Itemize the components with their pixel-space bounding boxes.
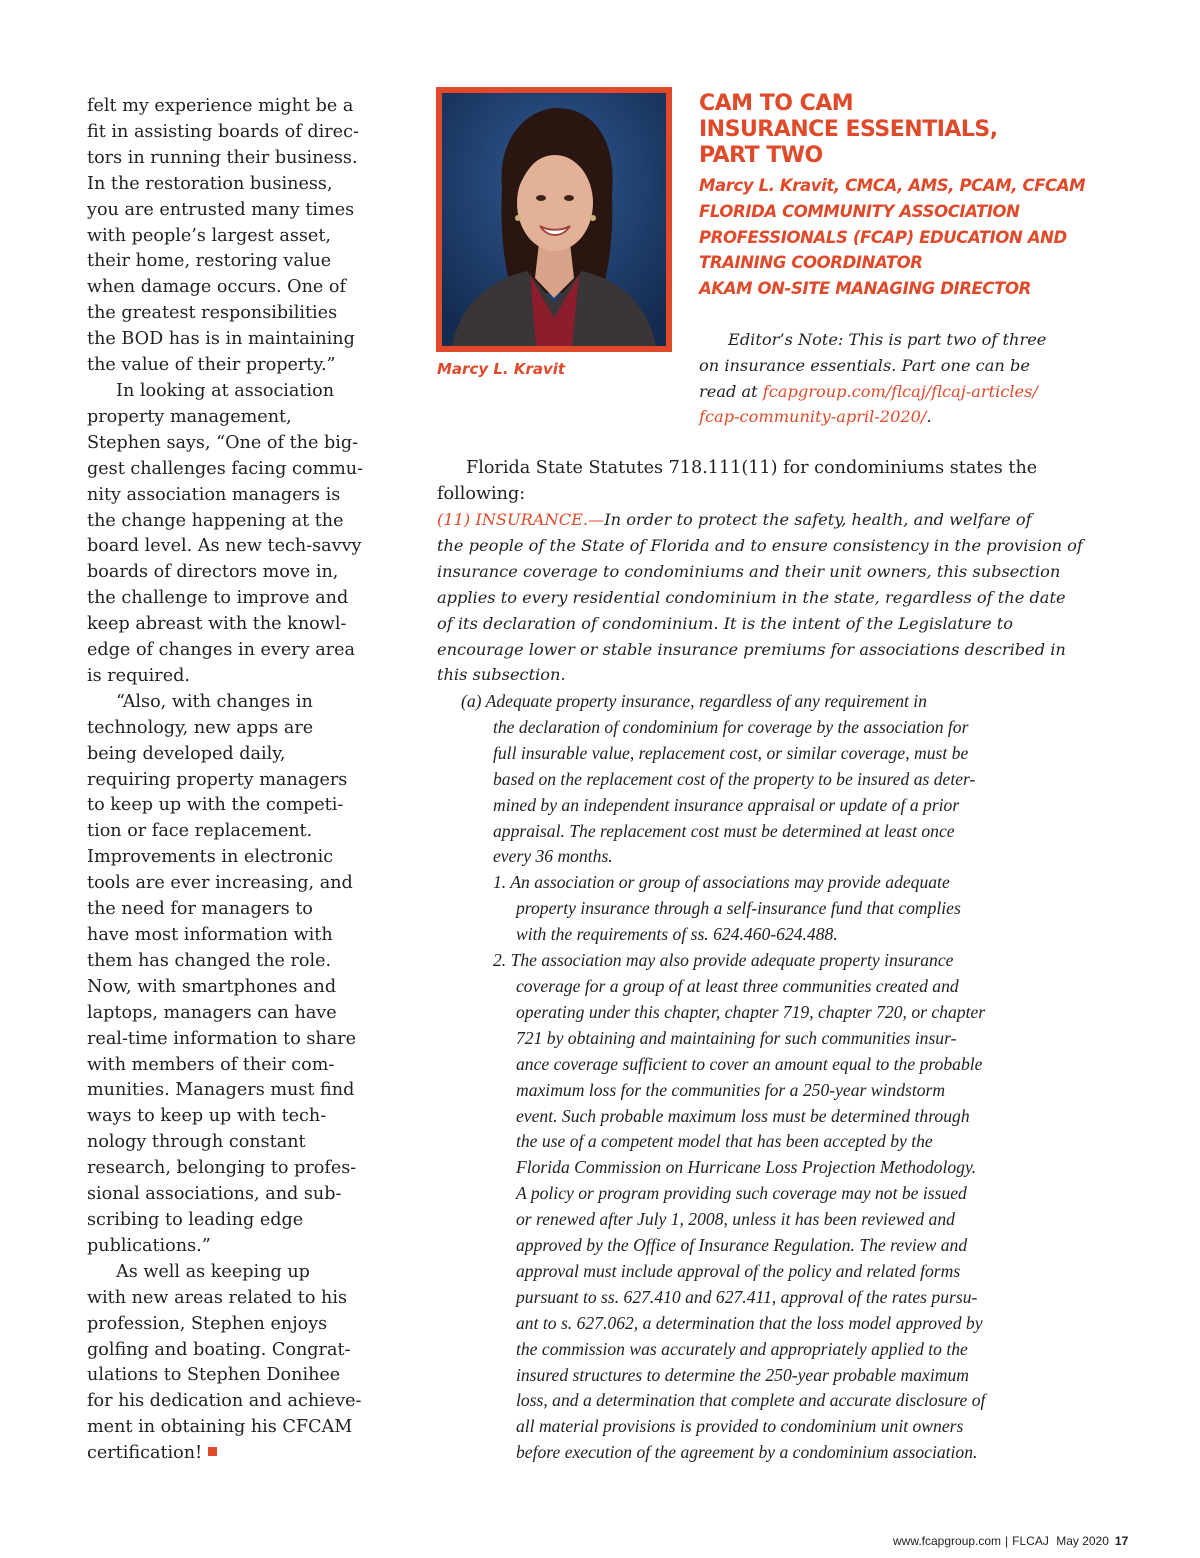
paragraph-line: with members of their com-	[87, 1054, 335, 1075]
numbered-item-line: coverage for a group of at least three communities created and	[516, 975, 959, 996]
paragraph-line: scribing to leading edge	[87, 1209, 304, 1230]
paragraph-line: Now, with smartphones and	[87, 976, 337, 997]
page-number: 17	[1114, 1534, 1129, 1548]
paragraph-line: have most information with	[87, 925, 333, 945]
numbered-item-first-line: 1. An association or group of associations may provide adequate	[493, 872, 950, 893]
byline-line: AKAM ON-SITE MANAGING DIRECTOR	[699, 279, 1031, 299]
footer-separator: |	[1005, 1534, 1009, 1548]
editor-note-line	[699, 404, 1079, 430]
paragraph-line: is required.	[87, 665, 190, 686]
editor-note-text: .	[926, 407, 932, 427]
end-mark-icon	[208, 1447, 217, 1456]
paragraph-line: the need for managers to	[87, 899, 313, 920]
numbered-item-line: before execution of the agreement by a condominium association.	[516, 1442, 978, 1463]
numbered-item-line: or renewed after July 1, 2008, unless it has been reviewed and	[516, 1209, 955, 1230]
editor-note	[699, 327, 1079, 430]
intro-line: following:	[437, 483, 526, 504]
editor-note-line: on insurance essentials. Part one can be	[699, 355, 1030, 375]
paragraph-line: nity association managers is	[87, 484, 341, 505]
numbered-item-line: approval must include approval of the policy and related forms	[516, 1260, 961, 1281]
numbered-item-line: loss, and a determination that complete and accurate disclosure of	[516, 1390, 986, 1411]
paragraph-line: with people’s largest asset,	[87, 225, 331, 246]
editor-note-text: read at	[699, 381, 763, 401]
statute-line: the people of the State of Florida and to ensure consistency in the provision of	[437, 535, 1083, 555]
paragraph-line: munities. Managers must find	[87, 1080, 355, 1101]
paragraph-line: tors in running their business.	[87, 147, 358, 168]
numbered-item-line: with the requirements of ss. 624.460-624.488.	[516, 924, 838, 945]
article-link[interactable]: fcapgroup.com/flcaj/flcaj-articles/	[762, 381, 1038, 401]
numbered-item-line: Florida Commission on Hurricane Loss Projection Methodology.	[516, 1157, 977, 1178]
subsection-a-line: based on the replacement cost of the property to be insured as deter-	[493, 768, 976, 789]
subsection-a-line: mined by an independent insurance appraisal or update of a prior	[493, 794, 960, 815]
numbered-item-line: ant to s. 627.062, a determination that the loss model approved by	[516, 1312, 983, 1333]
paragraph-line: the greatest responsibilities	[87, 303, 338, 324]
headline-line: INSURANCE ESSENTIALS,	[699, 117, 998, 142]
paragraph-line: In the restoration business,	[87, 173, 333, 194]
paragraph-line: edge of changes in every area	[87, 640, 355, 661]
byline-line: Marcy L. Kravit, CMCA, AMS, PCAM, CFCAM	[699, 176, 1086, 195]
subsection-a-line: every 36 months.	[493, 846, 613, 867]
numbered-item-line: event. Such probable maximum loss must be determined through	[516, 1105, 970, 1126]
paragraph-line: the challenge to improve and	[87, 588, 349, 609]
statute-first-line-text: In order to protect the safety, health, and welfare of	[604, 510, 1032, 529]
paragraph-line: Stephen says, “One of the big-	[87, 432, 359, 453]
paragraph-line: with new areas related to his	[87, 1287, 348, 1308]
statute-first-line	[437, 507, 1127, 533]
author-byline	[699, 173, 1119, 302]
paragraph-line: tion or face replacement.	[87, 821, 313, 842]
numbered-item-line: ance coverage sufficient to cover an amount equal to the probable	[516, 1053, 983, 1074]
paragraph-line: to keep up with the competi-	[87, 795, 344, 816]
statute-heading: (11) INSURANCE.—	[437, 510, 605, 529]
paragraph-line: the BOD has is in maintaining	[87, 329, 355, 350]
byline-line: TRAINING COORDINATOR	[699, 253, 923, 273]
editor-note-line	[699, 379, 1079, 405]
paragraph-line: ways to keep up with tech-	[87, 1106, 327, 1127]
paragraph-line: when damage occurs. One of	[87, 277, 347, 298]
paragraph-line: felt my experience might be a	[87, 96, 354, 116]
numbered-item-line: operating under this chapter, chapter 719, chapter 720, or chapter	[516, 1001, 986, 1022]
article-link-continued[interactable]: fcap-community-april-2020/	[699, 407, 927, 427]
paragraph-line: you are entrusted many times	[87, 199, 355, 220]
paragraph-line: In looking at association	[116, 380, 335, 401]
subsection-a-line: the declaration of condominium for coverage by the association for	[493, 716, 969, 737]
paragraph-line: As well as keeping up	[116, 1261, 310, 1282]
author-photo	[442, 93, 666, 346]
paragraph-line: research, belonging to profes-	[87, 1158, 357, 1179]
paragraph-line: the change happening at the	[87, 510, 344, 531]
subsection-a	[461, 689, 1081, 1466]
headline-line: CAM TO CAM	[699, 91, 854, 116]
statute-line: this subsection.	[437, 665, 566, 685]
statute-line: insurance coverage to condominiums and their unit owners, this subsection	[437, 561, 1061, 581]
intro-line: Florida State Statutes 718.111(11) for condominiums states the	[466, 458, 1038, 478]
statute-intro	[437, 456, 1117, 508]
paragraph-line: golfing and boating. Congrat-	[87, 1339, 351, 1360]
body-paragraph	[87, 690, 377, 1260]
paragraph-line: their home, restoring value	[87, 251, 332, 272]
footer-website: www.fcapgroup.com	[893, 1534, 1002, 1548]
subsection-a-line: full insurable value, replacement cost, or similar coverage, must be	[493, 742, 969, 763]
statute-text	[437, 507, 1127, 688]
body-paragraph	[87, 1260, 377, 1467]
paragraph-line: technology, new apps are	[87, 717, 314, 738]
byline-line: PROFESSIONALS (FCAP) EDUCATION AND	[699, 227, 1067, 247]
statute-line: applies to every residential condominium in the state, regardless of the date	[437, 587, 1066, 607]
numbered-item-line: A policy or program providing such coverage may not be issued	[516, 1183, 967, 1204]
numbered-item-line: insured structures to determine the 250-year probable maximum	[516, 1364, 969, 1385]
numbered-item-line: the commission was accurately and appropriately applied to the	[516, 1338, 968, 1359]
footer-issue: May 2020	[1056, 1534, 1109, 1548]
paragraph-line: gest challenges facing commu-	[87, 458, 364, 479]
paragraph-line: board level. As new tech-savvy	[87, 536, 362, 557]
paragraph-line: keep abreast with the knowl-	[87, 614, 347, 635]
paragraph-line: being developed daily,	[87, 743, 286, 764]
paragraph-line: ment in obtaining his CFCAM	[87, 1417, 353, 1438]
paragraph-line: real-time information to share	[87, 1028, 357, 1049]
statute-lines	[437, 533, 1127, 688]
numbered-item-line: pursuant to ss. 627.410 and 627.411, approval of the rates pursu-	[516, 1286, 978, 1307]
paragraph-line: profession, Stephen enjoys	[87, 1313, 328, 1334]
numbered-item-line: all material provisions is provided to condominium unit owners	[516, 1416, 964, 1437]
statute-line: of its declaration of condominium. It is the intent of the Legislature to	[437, 613, 1013, 633]
body-paragraph	[87, 94, 377, 379]
subsection-a-line: appraisal. The replacement cost must be determined at least once	[493, 820, 955, 841]
paragraph-line: sional associations, and sub-	[87, 1184, 342, 1205]
paragraph-line: publications.”	[87, 1235, 211, 1256]
paragraph-line: the value of their property.”	[87, 355, 336, 376]
paragraph-line: boards of directors move in,	[87, 562, 339, 583]
paragraph-line: them has changed the role.	[87, 950, 332, 971]
byline-line: FLORIDA COMMUNITY ASSOCIATION	[699, 201, 1020, 221]
numbered-item-line: property insurance through a self-insurance fund that complies	[516, 898, 961, 919]
statute-line: encourage lower or stable insurance premiums for associations described in	[437, 639, 1066, 659]
paragraph-line: certification!	[87, 1443, 203, 1464]
numbered-item-line: maximum loss for the communities for a 250-year windstorm	[516, 1079, 946, 1100]
headline-line: PART TWO	[699, 143, 823, 168]
editor-note-line: Editor’s Note: This is part two of three	[728, 330, 1047, 349]
left-column	[87, 94, 377, 1467]
numbered-item-line: approved by the Office of Insurance Regulation. The review and	[516, 1235, 968, 1256]
article-headline	[699, 91, 1099, 169]
paragraph-line: laptops, managers can have	[87, 1002, 337, 1023]
numbered-item-line: 721 by obtaining and maintaining for such communities insur-	[516, 1027, 957, 1048]
paragraph-line: “Also, with changes in	[116, 691, 313, 712]
paragraph-line: for his dedication and achieve-	[87, 1391, 362, 1412]
paragraph-line: property management,	[87, 406, 292, 427]
author-photo-frame	[436, 87, 672, 352]
page-footer	[893, 1534, 1128, 1548]
paragraph-line: nology through constant	[87, 1132, 306, 1153]
body-paragraph	[87, 379, 377, 690]
paragraph-line: tools are ever increasing, and	[87, 873, 353, 894]
photo-caption: Marcy L. Kravit	[437, 360, 566, 378]
numbered-item-first-line: 2. The association may also provide adequate property insurance	[493, 950, 954, 971]
portrait-illustration	[442, 93, 666, 346]
numbered-item-line: the use of a competent model that has been accepted by the	[516, 1131, 933, 1152]
paragraph-line: requiring property managers	[87, 769, 348, 790]
paragraph-line: ulations to Stephen Donihee	[87, 1365, 341, 1386]
paragraph-line: Improvements in electronic	[87, 847, 334, 868]
footer-publication: FLCAJ	[1012, 1534, 1049, 1548]
subsection-a-first-line: (a) Adequate property insurance, regardless of any requirement in	[461, 691, 927, 711]
paragraph-line: fit in assisting boards of direc-	[87, 121, 359, 142]
